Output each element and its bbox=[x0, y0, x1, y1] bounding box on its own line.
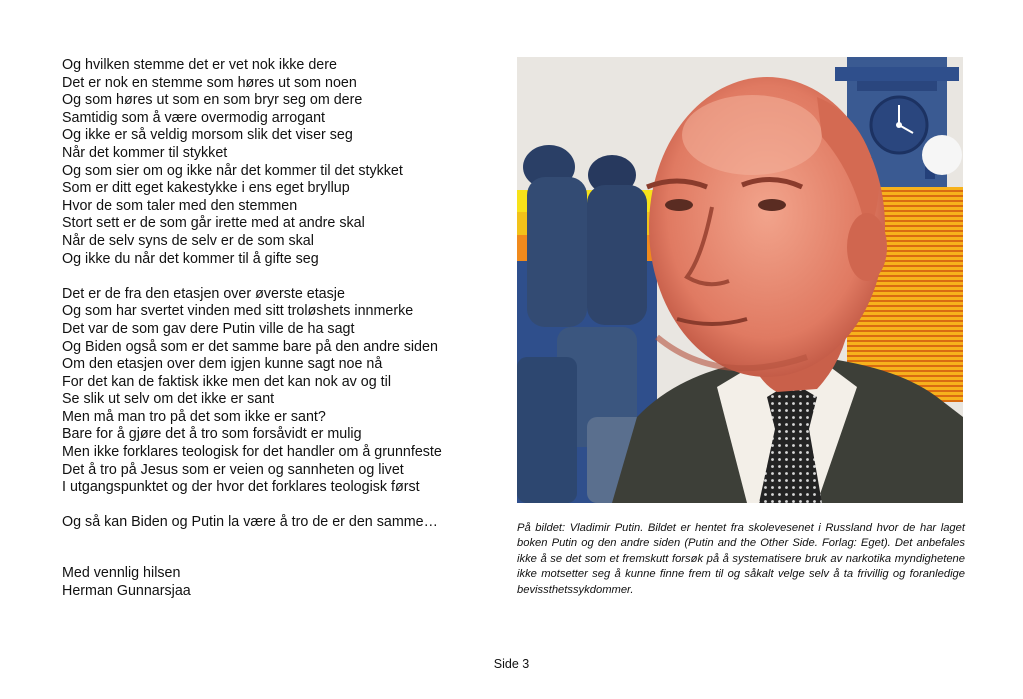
poem-line: Men må man tro på det som ikke er sant? bbox=[62, 408, 326, 425]
poem-line: Når de selv syns de selv er de som skal bbox=[62, 232, 314, 249]
poem-line: Det er nok en stemme som høres ut som noen bbox=[62, 74, 357, 91]
poem-line: Samtidig som å være overmodig arrogant bbox=[62, 109, 326, 126]
poem-line: Og Biden også som er det samme bare på den andre siden bbox=[62, 338, 438, 355]
poem-line: Det er de fra den etasjen over øverste etasje bbox=[62, 285, 345, 302]
poem-line: Og som har svertet vinden med sitt troløshets innmerke bbox=[62, 303, 414, 320]
poem-line: Hvor de som taler med den stemmen bbox=[62, 197, 298, 214]
poem-line: Som er ditt eget kakestykke i ens eget bryllup bbox=[62, 180, 350, 197]
poem-line: Se slik ut selv om det ikke er sant bbox=[62, 391, 275, 408]
author-name: Herman Gunnarsjaa bbox=[62, 582, 191, 599]
poem-line: For det kan de faktisk ikke men det kan nok av og til bbox=[62, 373, 391, 390]
poem-line: Og ikke du når det kommer til å gifte seg bbox=[62, 250, 319, 267]
signature-block bbox=[62, 565, 191, 600]
poem-line: Det var de som gav dere Putin ville de ha sagt bbox=[62, 320, 355, 337]
poem-line: Bare for å gjøre det å tro som forsåvidt er mulig bbox=[62, 426, 362, 443]
poem-line: I utgangspunktet og der hvor det forklares teologisk først bbox=[62, 479, 420, 496]
white-moon-circle bbox=[922, 135, 962, 175]
poem-line: Om den etasjen over dem igjen kunne sagt noe nå bbox=[62, 356, 383, 373]
poem-line: Og som høres ut som en som bryr seg om dere bbox=[62, 92, 363, 109]
closing-greeting: Med vennlig hilsen bbox=[62, 565, 181, 581]
poem-stanza-1 bbox=[62, 57, 482, 268]
poem-line: Og som sier om og ikke når det kommer til det stykket bbox=[62, 162, 403, 179]
poem-line: Når det kommer til stykket bbox=[62, 144, 228, 161]
poem-text bbox=[62, 57, 482, 532]
poem-line: Stort sett er de som går irette med at andre skal bbox=[62, 215, 365, 232]
poem-line: Men ikke forklares teologisk for det handler om å grunnfeste bbox=[62, 444, 442, 461]
image-caption: På bildet: Vladimir Putin. Bildet er hentet fra skolevesenet i Russland hvor de har laget boken Putin og den andre siden (Putin and the Other Side. Forlag: Eget). Det anbefales ikke å se det som et fremskutt forsøk på å systematisere bruk av narkotika myndighetene ikke motsetter seg å kunne finne frem til og såkalt velge selv å ta frivillig og foranledige bevissthetssykdommer. bbox=[517, 522, 965, 596]
page-number: Side 3 bbox=[493, 657, 530, 671]
poem-stanza-2 bbox=[62, 286, 482, 497]
portrait-collage-image bbox=[517, 57, 963, 503]
poem-stanza-3 bbox=[62, 514, 482, 532]
poem-line: Og hvilken stemme det er vet nok ikke dere bbox=[62, 57, 337, 73]
poem-line: Og så kan Biden og Putin la være å tro de er den samme… bbox=[62, 514, 438, 531]
poem-line: Det å tro på Jesus som er veien og sannheten og livet bbox=[62, 461, 404, 478]
poem-line: Og ikke er så veldig morsom slik det viser seg bbox=[62, 127, 353, 144]
